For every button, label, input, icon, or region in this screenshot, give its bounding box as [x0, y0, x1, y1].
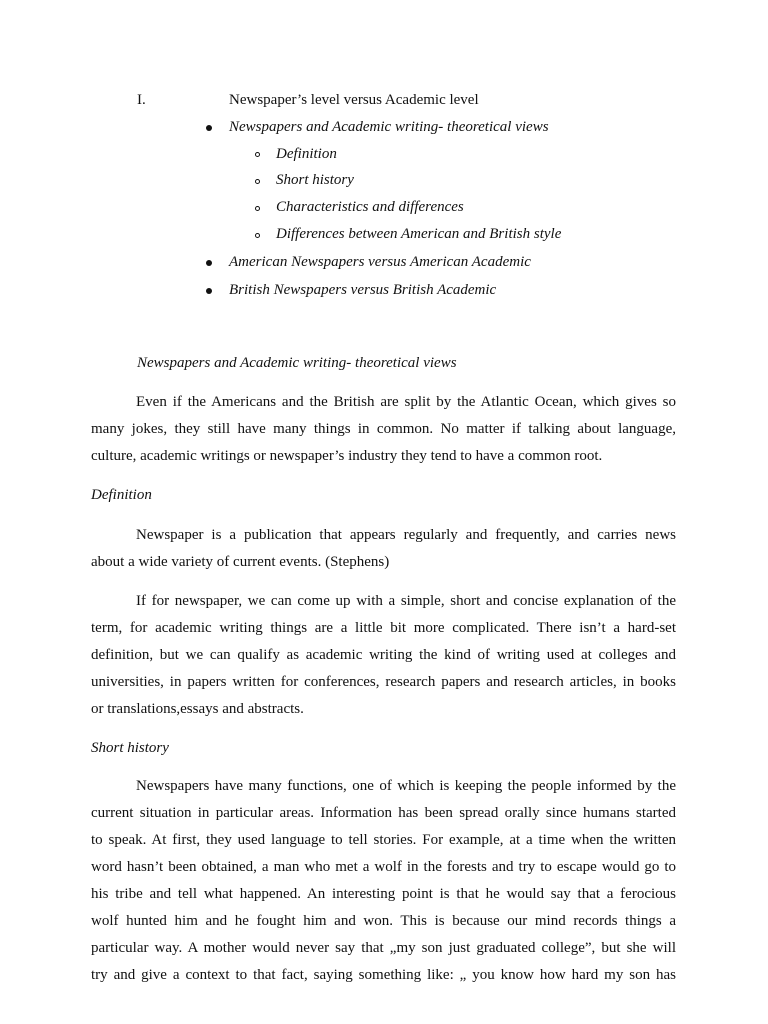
text-line: culture, academic writings or newspaper’s industry they tend to have a common root. — [91, 448, 603, 464]
outline-subitem-1: Definition — [276, 146, 337, 162]
sub-bullet-icon — [255, 233, 260, 238]
sub-bullet-icon — [255, 179, 260, 184]
text-line: about a wide variety of current events. (Stephens) — [91, 554, 390, 570]
outline-bullet-3: British Newspapers versus British Academic — [229, 282, 497, 298]
text-line: Newspaper is a publication that appears regularly and frequently, and carries news — [136, 527, 676, 543]
text-line: current situation in particular areas. Information has been spread orally since humans started — [91, 805, 676, 821]
section-heading: Newspapers and Academic writing- theoretical views — [137, 355, 457, 371]
bullet-icon — [206, 260, 212, 266]
outline-subitem-4: Differences between American and British style — [276, 226, 562, 242]
text-line: particular way. A mother would never say that „my son just graduated college”, but she will — [91, 940, 676, 956]
outline-title: Newspaper’s level versus Academic level — [229, 92, 479, 108]
text-line: many jokes, they still have many things in common. No matter if talking about language, — [91, 421, 676, 437]
outline-numeral: I. — [137, 92, 146, 108]
sub-bullet-icon — [255, 152, 260, 157]
text-line: his tribe and tell what happened. An interesting point is that he would say that a ferocious — [91, 886, 676, 902]
text-line: If for newspaper, we can come up with a simple, short and concise explanation of the — [136, 593, 676, 609]
outline-bullet-2: American Newspapers versus American Academic — [229, 254, 531, 270]
text-line: or translations,essays and abstracts. — [91, 701, 304, 717]
outline-subitem-2: Short history — [276, 172, 354, 188]
text-line: term, for academic writing things are a little bit more complicated. There isn’t a hard-set — [91, 620, 676, 636]
text-line: Newspapers have many functions, one of which is keeping the people informed by the — [136, 778, 676, 794]
intro-paragraph — [91, 389, 676, 470]
text-line: to speak. At first, they used language to tell stories. For example, at a time when the written — [91, 832, 676, 848]
bullet-icon — [206, 125, 212, 131]
bullet-icon — [206, 288, 212, 294]
history-heading: Short history — [91, 740, 169, 756]
text-line: Even if the Americans and the British are split by the Atlantic Ocean, which gives so — [136, 394, 676, 410]
outline-subitem-3: Characteristics and differences — [276, 199, 464, 215]
sub-bullet-icon — [255, 206, 260, 211]
definition-paragraph-1 — [91, 522, 676, 576]
definition-heading: Definition — [91, 487, 152, 503]
text-line: universities, in papers written for conferences, research papers and research articles, in books — [91, 674, 676, 690]
history-paragraph — [91, 773, 676, 989]
outline-bullet-1: Newspapers and Academic writing- theoretical views — [229, 119, 549, 135]
text-line: word hasn’t been obtained, a man who met a wolf in the forests and try to escape would go to — [91, 859, 676, 875]
text-line: wolf hunted him and he fought him and won. This is because our mind records things a — [91, 913, 676, 929]
text-line: try and give a context to that fact, saying something like: „ you know how hard my son has — [91, 967, 676, 983]
text-line: definition, but we can qualify as academic writing the kind of writing used at colleges and — [91, 647, 676, 663]
definition-paragraph-2 — [91, 588, 676, 723]
